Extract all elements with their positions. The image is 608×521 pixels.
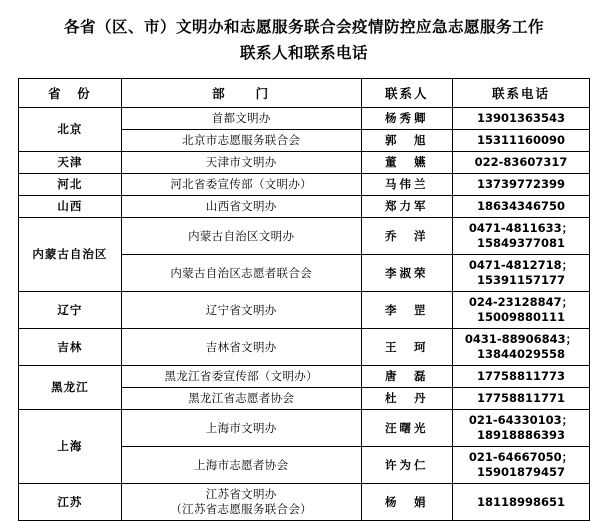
phone-line: 18118998651 bbox=[476, 494, 565, 509]
cell-phone bbox=[452, 447, 589, 484]
cell-province: 山西 bbox=[19, 196, 122, 218]
cell-phone bbox=[452, 366, 589, 388]
cell-contact: 杜 丹 bbox=[361, 388, 452, 410]
column-header-contact: 联系人 bbox=[361, 79, 452, 108]
cell-contact: 李淑荣 bbox=[361, 255, 452, 292]
cell-department: 山西省文明办 bbox=[121, 196, 361, 218]
department-line: 江苏省文明办 bbox=[205, 487, 277, 501]
cell-department: 黑龙江省委宣传部（文明办） bbox=[121, 366, 361, 388]
cell-province: 内蒙古自治区 bbox=[19, 218, 122, 292]
table-row bbox=[19, 196, 590, 218]
table-row bbox=[19, 218, 590, 255]
cell-department: 黑龙江省志愿者协会 bbox=[121, 388, 361, 410]
cell-phone bbox=[452, 108, 589, 130]
cell-province: 江苏 bbox=[19, 484, 122, 521]
cell-province: 北京 bbox=[19, 108, 122, 152]
phone-line: 15391157177 bbox=[476, 273, 565, 287]
column-header-department: 部 门 bbox=[121, 79, 361, 108]
table-row bbox=[19, 410, 590, 447]
phone-line: 15901879457 bbox=[476, 465, 565, 479]
table-row bbox=[19, 108, 590, 130]
table-row bbox=[19, 329, 590, 366]
cell-department bbox=[121, 484, 361, 521]
cell-province: 吉林 bbox=[19, 329, 122, 366]
cell-contact: 杨 娟 bbox=[361, 484, 452, 521]
column-header-province: 省 份 bbox=[19, 79, 122, 108]
phone-line: 15311160090 bbox=[476, 133, 565, 147]
phone-line: 0431-88906843； bbox=[464, 332, 578, 346]
cell-contact: 汪曙光 bbox=[361, 410, 452, 447]
cell-contact: 郭 旭 bbox=[361, 130, 452, 152]
phone-line: 13844029558 bbox=[476, 347, 565, 361]
cell-department: 上海市文明办 bbox=[121, 410, 361, 447]
cell-phone bbox=[452, 388, 589, 410]
page-title-line-1: 各省（区、市）文明办和志愿服务联合会疫情防控应急志愿服务工作 bbox=[63, 18, 544, 36]
phone-line: 18918886393 bbox=[476, 428, 565, 442]
cell-province: 辽宁 bbox=[19, 292, 122, 329]
cell-department: 首都文明办 bbox=[121, 108, 361, 130]
cell-phone bbox=[452, 292, 589, 329]
cell-phone bbox=[452, 152, 589, 174]
cell-province: 黑龙江 bbox=[19, 366, 122, 410]
phone-line: 022-83607317 bbox=[474, 155, 568, 169]
phone-line: 0471-4811633； bbox=[468, 221, 574, 235]
cell-phone bbox=[452, 130, 589, 152]
cell-department: 内蒙古自治区志愿者联合会 bbox=[121, 255, 361, 292]
phone-line: 021-64667050； bbox=[468, 450, 574, 464]
table-body bbox=[19, 108, 590, 521]
cell-phone bbox=[452, 329, 589, 366]
table-row bbox=[19, 174, 590, 196]
cell-phone bbox=[452, 218, 589, 255]
cell-department: 河北省委宣传部（文明办） bbox=[121, 174, 361, 196]
cell-phone bbox=[452, 255, 589, 292]
phone-line: 17758811773 bbox=[476, 369, 565, 383]
cell-department: 内蒙古自治区文明办 bbox=[121, 218, 361, 255]
department-line: （江苏省志愿服务联合会） bbox=[170, 502, 312, 516]
phone-line: 13901363543 bbox=[476, 111, 565, 125]
phone-line: 13739772399 bbox=[476, 177, 565, 191]
cell-phone bbox=[452, 196, 589, 218]
cell-department: 上海市志愿者协会 bbox=[121, 447, 361, 484]
phone-line: 15009880111 bbox=[476, 310, 565, 324]
phone-line: 15849377081 bbox=[476, 236, 565, 250]
cell-contact: 董 嬿 bbox=[361, 152, 452, 174]
cell-province: 天津 bbox=[19, 152, 122, 174]
cell-department: 北京市志愿服务联合会 bbox=[121, 130, 361, 152]
cell-contact: 杨秀卿 bbox=[361, 108, 452, 130]
cell-contact: 乔 洋 bbox=[361, 218, 452, 255]
cell-phone bbox=[452, 174, 589, 196]
column-header-phone: 联系电话 bbox=[452, 79, 589, 108]
phone-line: 0471-4812718； bbox=[468, 258, 574, 272]
cell-contact: 王 珂 bbox=[361, 329, 452, 366]
table-header-row bbox=[19, 79, 590, 108]
cell-department: 辽宁省文明办 bbox=[121, 292, 361, 329]
table-header bbox=[19, 79, 590, 108]
contact-table bbox=[18, 78, 590, 521]
cell-province: 上海 bbox=[19, 410, 122, 484]
table-row bbox=[19, 366, 590, 388]
phone-line: 17758811771 bbox=[476, 391, 565, 405]
cell-phone bbox=[452, 484, 589, 521]
cell-contact: 李 罡 bbox=[361, 292, 452, 329]
phone-line: 021-64330103； bbox=[468, 413, 574, 427]
cell-contact: 郑力军 bbox=[361, 196, 452, 218]
cell-contact: 许为仁 bbox=[361, 447, 452, 484]
page-title-line-2: 联系人和联系电话 bbox=[239, 44, 368, 62]
cell-province: 河北 bbox=[19, 174, 122, 196]
page-title bbox=[18, 0, 590, 72]
phone-line: 024-23128847； bbox=[468, 295, 574, 309]
table-row bbox=[19, 292, 590, 329]
phone-line: 18634346750 bbox=[476, 199, 565, 213]
cell-contact: 唐 磊 bbox=[361, 366, 452, 388]
table-row bbox=[19, 152, 590, 174]
cell-contact: 马伟兰 bbox=[361, 174, 452, 196]
cell-department: 吉林省文明办 bbox=[121, 329, 361, 366]
cell-phone bbox=[452, 410, 589, 447]
table-row bbox=[19, 484, 590, 521]
cell-department: 天津市文明办 bbox=[121, 152, 361, 174]
